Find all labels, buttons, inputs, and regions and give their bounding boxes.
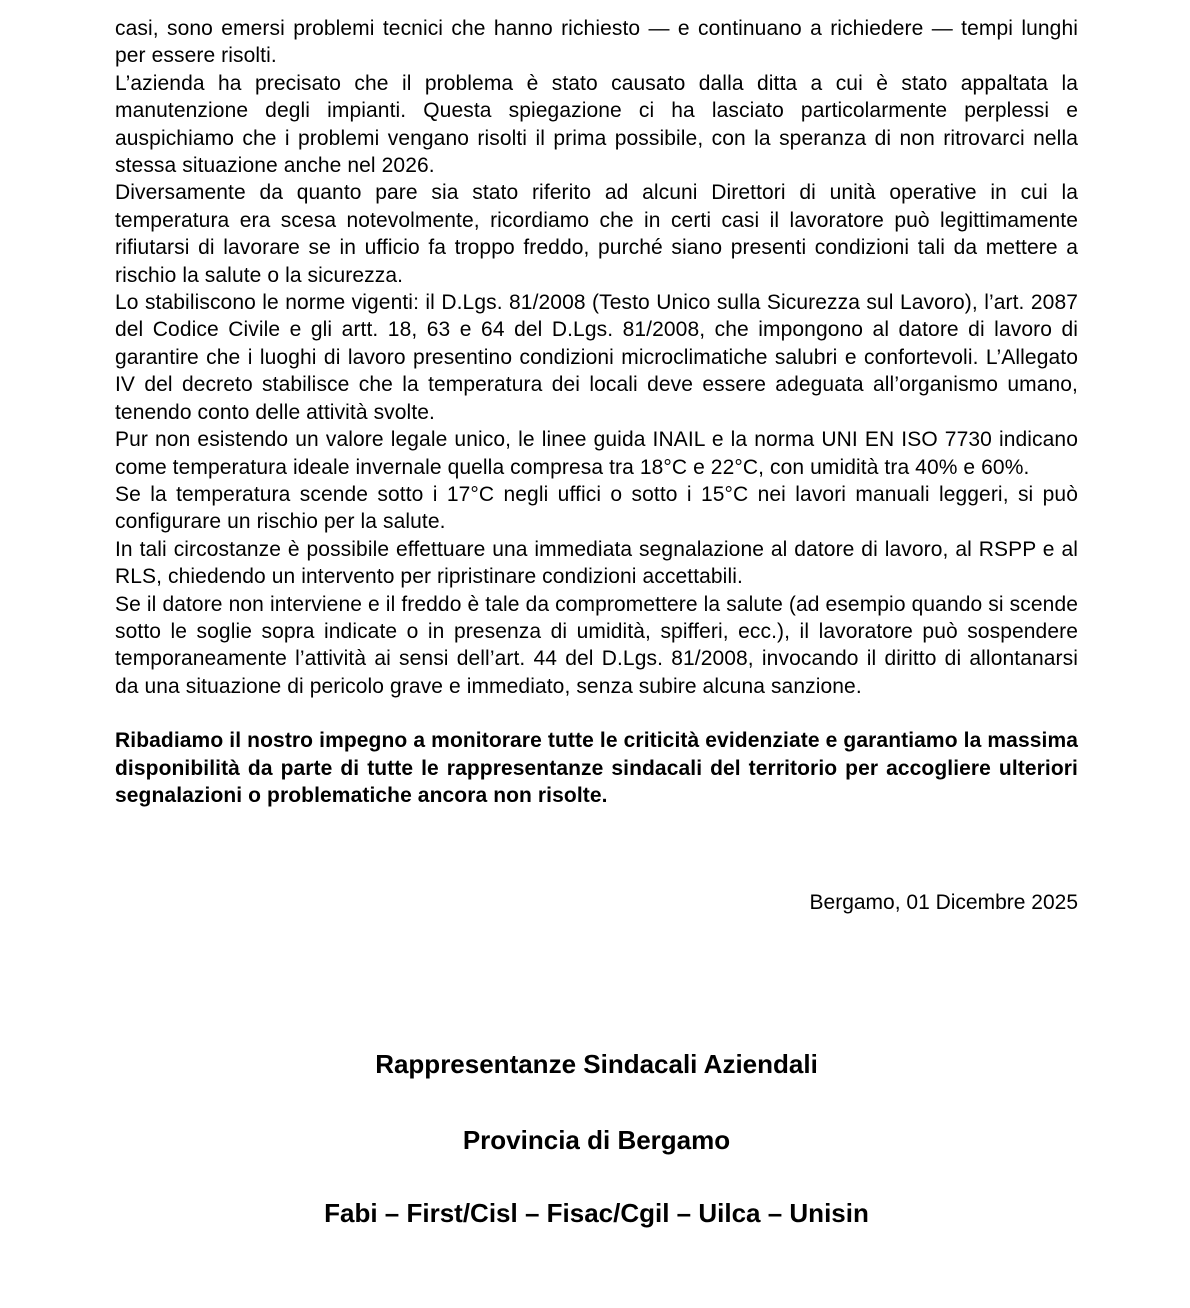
dateline: Bergamo, 01 Dicembre 2025 [809, 891, 1078, 915]
body-paragraph: Se la temperatura scende sotto i 17°C negli uffici o sotto i 15°C nei lavori manuali leggeri, si può configurare un rischio per la salute. [115, 482, 1078, 534]
body-paragraph: L’azienda ha precisato che il problema è stato causato dalla ditta a cui è stato appaltata la manutenzione degli impianti. Questa spiegazione ci ha lasciato particolarmente perplessi e auspichiamo che i problemi vengano risolti il prima possibile, con la speranza di non ritrovarci nella stessa situazione anche nel 2026. [115, 71, 1078, 178]
footer-unions-list: Fabi – First/Cisl – Fisac/Cgil – Uilca – Unisin [324, 1197, 869, 1228]
footer-province-title: Provincia di Bergamo [462, 1124, 731, 1155]
body-paragraphs [115, 15, 1078, 700]
body-paragraph: Lo stabiliscono le norme vigenti: il D.Lgs. 81/2008 (Testo Unico sulla Sicurezza sul Lavoro), l’art. 2087 del Codice Civile e gli artt. 18, 63 e 64 del D.Lgs. 81/2008, che impongono al datore di lavoro di garantire che i luoghi di lavoro presentino condizioni microclimatiche salubri e confortevoli. L’Allegato IV del decreto stabilisce che la temperatura dei locali deve essere adeguata all’organismo umano, tenendo conto delle attività svolte. [115, 291, 1078, 424]
body-paragraph: Se il datore non interviene e il freddo è tale da compromettere la salute (ad esempio quando si scende sotto le soglie sopra indicate o in presenza di umidità, spifferi, ecc.), il lavoratore può sospendere temporaneamente l’attività ai sensi dell’art. 44 del D.Lgs. 81/2008, invocando il diritto di allontanarsi da una situazione di pericolo grave e immediato, senza subire alcuna sanzione. [115, 592, 1078, 698]
footer-union-representatives-title: Rappresentanze Sindacali Aziendali [375, 1048, 818, 1079]
body-paragraph: Diversamente da quanto pare sia stato riferito ad alcuni Direttori di unità operative in cui la temperatura era scesa notevolmente, ricordiamo che in certi casi il lavoratore può legittimamente rifiutarsi di lavorare se in ufficio fa troppo freddo, purché siano presenti condizioni tali da mettere a rischio la salute o la sicurezza. [115, 181, 1078, 287]
body-paragraph: Pur non esistendo un valore legale unico, le linee guida INAIL e la norma UNI EN ISO 7730 indicano come temperatura ideale invernale quella compresa tra 18°C e 22°C, con umidità tra 40% e 60%. [115, 428, 1078, 479]
body-paragraph: casi, sono emersi problemi tecnici che hanno richiesto — e continuano a richiedere — tempi lunghi per essere risolti. [115, 17, 1078, 68]
closing-bold-statement: Ribadiamo il nostro impegno a monitorare tutte le criticità evidenziate e garantiamo la massima disponibilità da parte di tutte le rappresentanze sindacali del territorio per accogliere ulteriori segnalazioni o problematiche ancora non risolte. [115, 729, 1078, 807]
body-paragraph: In tali circostanze è possibile effettuare una immediata segnalazione al datore di lavoro, al RSPP e al RLS, chiedendo un intervento per ripristinare condizioni accettabili. [115, 537, 1078, 589]
